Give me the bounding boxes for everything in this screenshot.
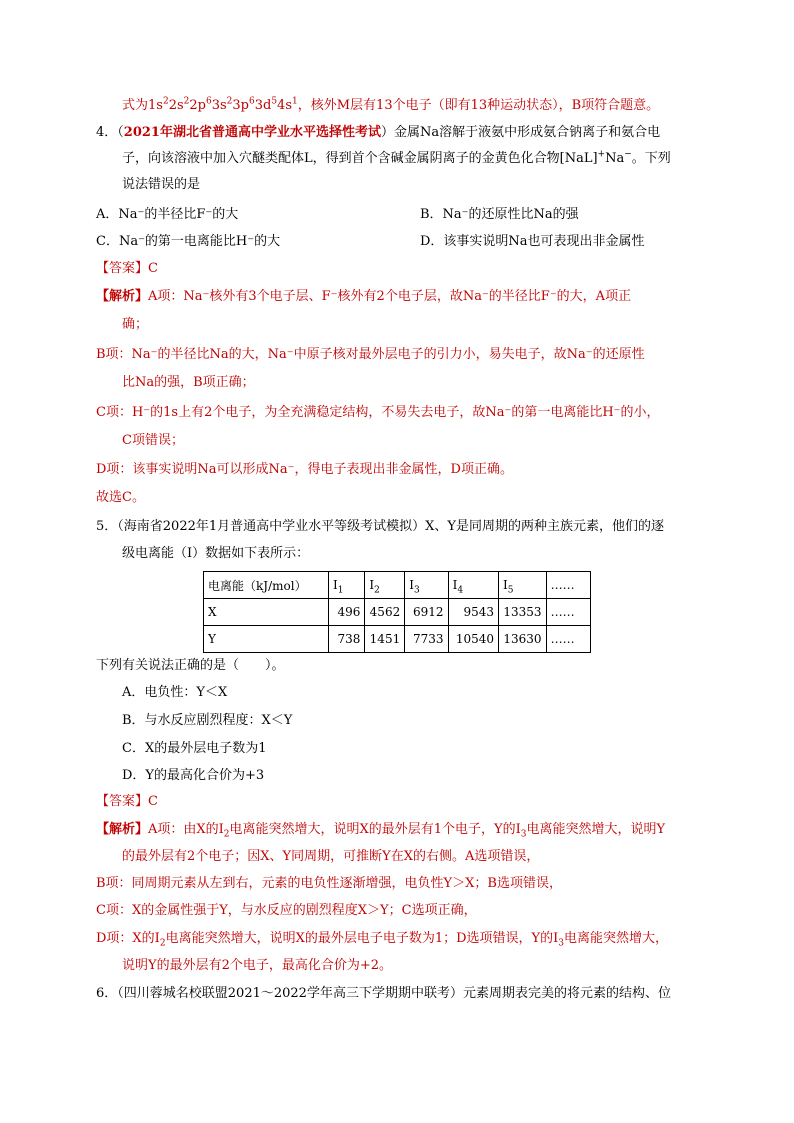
q5-analysis-d-line1: D项：X的$I_2$电离能突然增大，说明X的最外层电子电子数为1；D选项错误，Y的$I_3$电离能突然增大， xyxy=(96,931,668,949)
table-cell: …… xyxy=(546,599,590,626)
q5-analysis-a-line2: 的最外层有2个电子；因X、Y同周期，可推断Y在X的右侧。A选项错误， xyxy=(122,849,540,864)
table-row-label: X xyxy=(204,599,329,626)
q4-option-a: A．Na⁻的半径比F⁻的大 xyxy=(96,207,239,222)
q5-option-a: A．电负性：Y＜X xyxy=(122,685,228,700)
table-header-i4: $I_4$ xyxy=(448,572,498,599)
table-header-i1: $I_1$ xyxy=(329,572,365,599)
prev-explanation-tail: 式为$1s^22s^22p^63s^23p^63d^54s^1$，核外M层有13个电子（即有13种运动状态），B项符合题意。 xyxy=(122,96,660,113)
table-cell: 9543 xyxy=(448,599,498,626)
q6-stem-line1: 6．（四川蓉城名校联盟2021～2022学年高三下学期期中联考）元素周期表完美的将元素的结构、位 xyxy=(96,986,671,1001)
table-cell: 13630 xyxy=(499,626,547,653)
q5-stem-line1: 5．（海南省2022年1月普通高中学业水平等级考试模拟）X、Y是同周期的两种主族元素，他们的逐 xyxy=(96,519,664,534)
q5-option-b: B．与水反应剧烈程度：X＜Y xyxy=(122,713,293,728)
q5-option-c: C．X的最外层电子数为1 xyxy=(122,741,267,756)
q4-answer: 【答案】C xyxy=(96,261,158,276)
q5-option-d: D．Y的最高化合价为+3 xyxy=(122,768,265,783)
table-row xyxy=(204,626,591,653)
table-cell: 13353 xyxy=(499,599,547,626)
table-cell: 1451 xyxy=(365,626,405,653)
q4-analysis-c-line1: C项：H⁻的1s上有2个电子，为全充满稳定结构，不易失去电子，故Na⁻的第一电离能比H⁻的小， xyxy=(96,405,660,420)
table-row xyxy=(204,599,591,626)
table-header-i3: $I_3$ xyxy=(405,572,448,599)
q4-option-c: C．Na⁻的第一电离能比H⁻的大 xyxy=(96,234,281,249)
q4-analysis-a-line1: 【解析】A项：Na⁻核外有3个电子层、F⁻核外有2个电子层，故Na⁻的半径比F⁻的大，A项正 xyxy=(96,289,632,304)
table-row-label: Y xyxy=(204,626,329,653)
q4-source: 2021年湖北省普通高中学业水平选择性考试 xyxy=(123,125,381,140)
q4-stem-line3: 说法错误的是 xyxy=(122,177,201,192)
q5-stem-line2: 级电离能（I）数据如下表所示： xyxy=(122,546,310,561)
table-header-i5: $I_5$ xyxy=(499,572,547,599)
q5-analysis-a-line1: 【解析】A项：由X的$I_2$电离能突然增大，说明X的最外层有1个电子，Y的$I_3$电离能突然增大，说明Y xyxy=(96,822,666,840)
q4-option-b: B．Na⁻的还原性比Na的强 xyxy=(420,207,579,222)
table-header-row xyxy=(204,572,591,599)
q4-analysis-b-line1: B项：Na⁻的半径比Na的大，Na⁻中原子核对最外层电子的引力小，易失电子，故Na⁻的还原性 xyxy=(96,347,645,362)
q5-answer: 【答案】C xyxy=(96,794,158,809)
q4-analysis-a-line2: 确； xyxy=(122,317,149,332)
q5-question: 下列有关说法正确的是（ ）。 xyxy=(96,658,285,673)
q4-analysis-c-line2: C项错误； xyxy=(122,433,184,448)
table-cell: 4562 xyxy=(365,599,405,626)
table-cell: 6912 xyxy=(405,599,448,626)
q4-analysis-d-line1: D项：该事实说明Na可以形成Na⁻，得电子表现出非金属性，D项正确。 xyxy=(96,462,513,477)
q5-analysis-b: B项：同周期元素从左到右，元素的电负性逐渐增强，电负性Y＞X；B选项错误， xyxy=(96,876,562,891)
table-header-i2: $I_2$ xyxy=(365,572,405,599)
q5-analysis-d-line2: 说明Y的最外层有2个电子，最高化合价为+2。 xyxy=(122,958,393,973)
q4-option-d: D．该事实说明Na也可表现出非金属性 xyxy=(420,234,645,249)
q4-stem-line2: 子，向该溶液中加入穴醚类配体L，得到首个含碱金属阴离子的金黄色化合物[NaL]+Na−。下列 xyxy=(122,149,671,166)
q4-analysis-b-line2: 比Na的强，B项正确； xyxy=(122,375,255,390)
table-cell: 10540 xyxy=(448,626,498,653)
q4-stem-line1: 4．（2021年湖北省普通高中学业水平选择性考试）金属Na溶解于液氨中形成氨合钠离子和氨合电 xyxy=(96,125,661,140)
table-cell: …… xyxy=(546,626,590,653)
q5-analysis-c: C项：X的金属性强于Y，与水反应的剧烈程度X＞Y；C选项正确， xyxy=(96,903,477,918)
table-header-ellipsis: …… xyxy=(546,572,590,599)
table-header-label: 电离能（kJ/mol） xyxy=(204,572,329,599)
table-cell: 7733 xyxy=(405,626,448,653)
table-cell: 738 xyxy=(329,626,365,653)
q4-conclusion: 故选C。 xyxy=(96,490,145,505)
ionization-energy-table xyxy=(203,571,591,653)
table-cell: 496 xyxy=(329,599,365,626)
